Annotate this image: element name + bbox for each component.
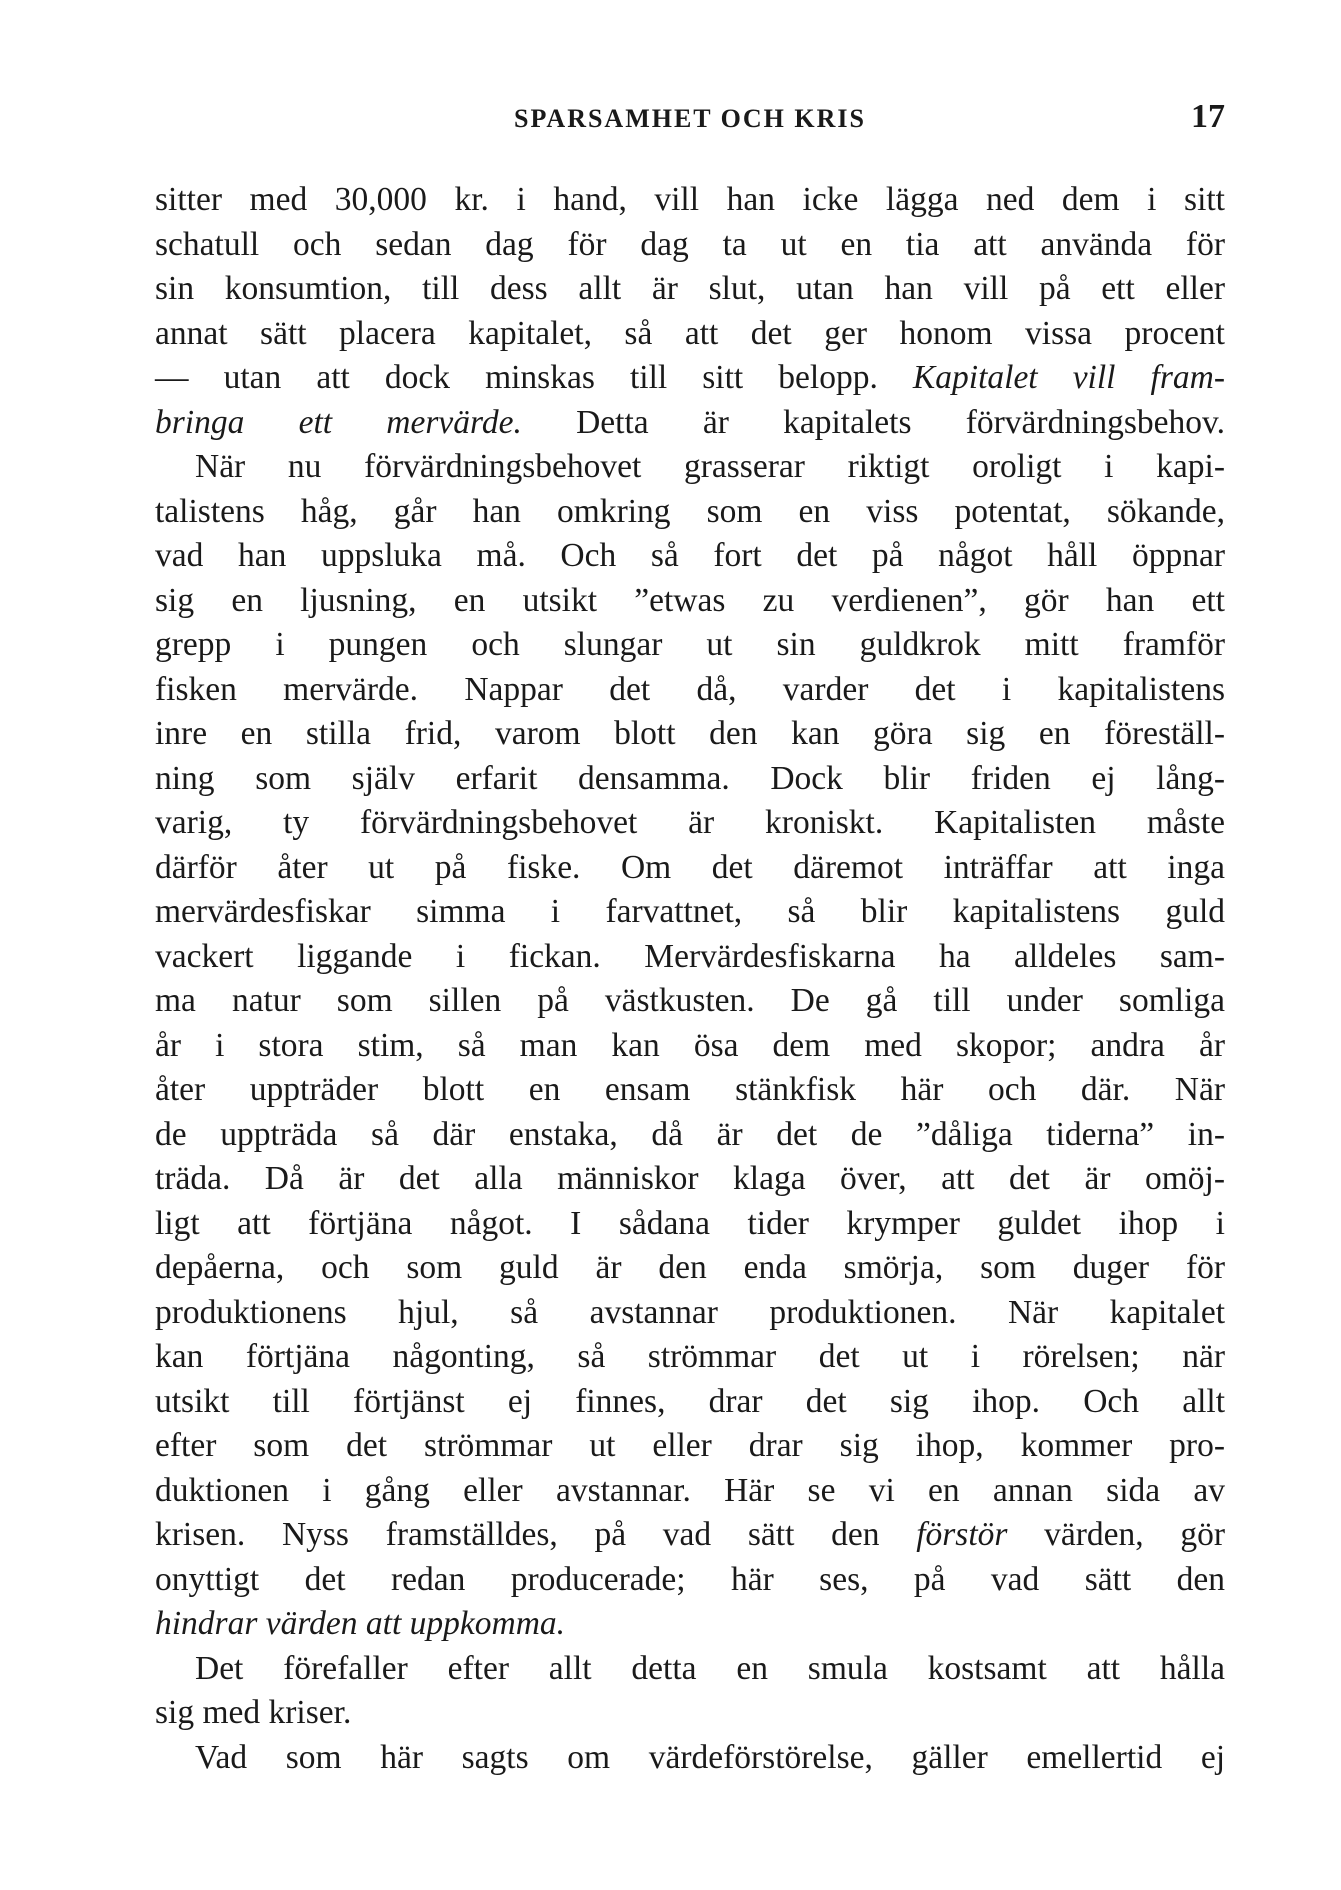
text-segment: — utan att dock minskas till sitt belopp. xyxy=(155,359,878,396)
text-line: inre en stilla frid, varom blott den kan göra sig en föreställ- xyxy=(155,715,1225,752)
text-line: produktionens hjul, så avstannar produktionen. När kapitalet xyxy=(155,1293,1225,1331)
text-line: vackert liggande i fickan. Mervärdesfiskarna ha alldeles sam- xyxy=(155,937,1225,975)
text-line: sitter med 30,000 kr. i hand, vill han icke lägga ned dem i sitt xyxy=(155,181,1225,218)
italic-phrase: förstör xyxy=(916,1516,1008,1553)
text-line xyxy=(155,356,1225,401)
text-line xyxy=(155,1513,1225,1558)
running-head xyxy=(155,98,1225,138)
page-number: 17 xyxy=(1191,98,1225,135)
text-line xyxy=(155,1602,1225,1647)
text-line: sig en ljusning, en utsikt ”etwas zu verdienen”, gör han ett xyxy=(155,581,1225,619)
text-line: år i stora stim, så man kan ösa dem med skopor; andra år xyxy=(155,1026,1225,1064)
text-line: schatull och sedan dag för dag ta ut en tia att använda för xyxy=(155,225,1225,263)
text-line: ma natur som sillen på västkusten. De gå till under somliga xyxy=(155,982,1225,1019)
text-line: sin konsumtion, till dess allt är slut, utan han vill på ett eller xyxy=(155,270,1225,307)
text-line: talistens håg, går han omkring som en viss potentat, sökande, xyxy=(155,492,1225,530)
text-line xyxy=(155,401,1225,446)
text-line: Vad som här sagts om värdeförstörelse, gäller emellertid ej xyxy=(195,1738,1225,1776)
body-text xyxy=(155,178,1225,1780)
italic-phrase: bringa ett mervärde. xyxy=(155,403,522,441)
text-line: grepp i pungen och slungar ut sin guldkrok mitt framför xyxy=(155,626,1225,663)
text-line: fisken mervärde. Nappar det då, varder det i kapitalistens xyxy=(155,670,1225,708)
italic-phrase: hindrar värden att uppkomma. xyxy=(155,1605,566,1642)
text-line: annat sätt placera kapitalet, så att det ger honom vissa procent xyxy=(155,314,1225,352)
text-line: kan förtjäna någonting, så strömmar det ut i rörelsen; när xyxy=(155,1338,1225,1375)
text-line: När nu förvärdningsbehovet grasserar riktigt oroligt i kapi- xyxy=(195,448,1225,485)
text-line: vad han uppsluka må. Och så fort det på något håll öppnar xyxy=(155,537,1225,574)
text-segment: Detta är kapitalets förvärdningsbehov. xyxy=(576,403,1225,441)
text-line: träda. Då är det alla människor klaga över, att det är omöj- xyxy=(155,1160,1225,1197)
text-line: åter uppträder blott en ensam stänkfisk här och där. När xyxy=(155,1071,1225,1108)
italic-phrase: Kapitalet vill fram- xyxy=(912,359,1225,396)
text-line: därför åter ut på fiske. Om det däremot inträffar att inga xyxy=(155,848,1225,886)
text-segment: värden, gör xyxy=(1044,1516,1226,1553)
text-line: varig, ty förvärdningsbehovet är kroniskt. Kapitalisten måste xyxy=(155,804,1225,841)
text-line: sig med kriser. xyxy=(155,1694,352,1731)
running-title: SPARSAMHET OCH KRIS xyxy=(514,104,866,133)
text-line: depåerna, och som guld är den enda smörja, som duger för xyxy=(155,1249,1225,1286)
text-line: Det förefaller efter allt detta en smula kostsamt att hålla xyxy=(195,1649,1225,1687)
text-line: onyttigt det redan producerade; här ses, på vad sätt den xyxy=(155,1560,1225,1598)
text-line: efter som det strömmar ut eller drar sig ihop, kommer pro- xyxy=(155,1427,1225,1464)
text-segment: krisen. Nyss framställdes, på vad sätt den xyxy=(155,1516,880,1553)
text-line: duktionen i gång eller avstannar. Här se vi en annan sida av xyxy=(155,1471,1225,1509)
text-line: ning som själv erfarit densamma. Dock blir friden ej lång- xyxy=(155,759,1225,797)
text-line: ligt att förtjäna något. I sådana tider krymper guldet ihop i xyxy=(155,1204,1225,1242)
text-line: mervärdesfiskar simma i farvattnet, så blir kapitalistens guld xyxy=(155,893,1225,930)
text-line: de uppträda så där enstaka, då är det de ”dåliga tiderna” in- xyxy=(155,1115,1225,1153)
text-line: utsikt till förtjänst ej finnes, drar det sig ihop. Och allt xyxy=(155,1382,1225,1420)
